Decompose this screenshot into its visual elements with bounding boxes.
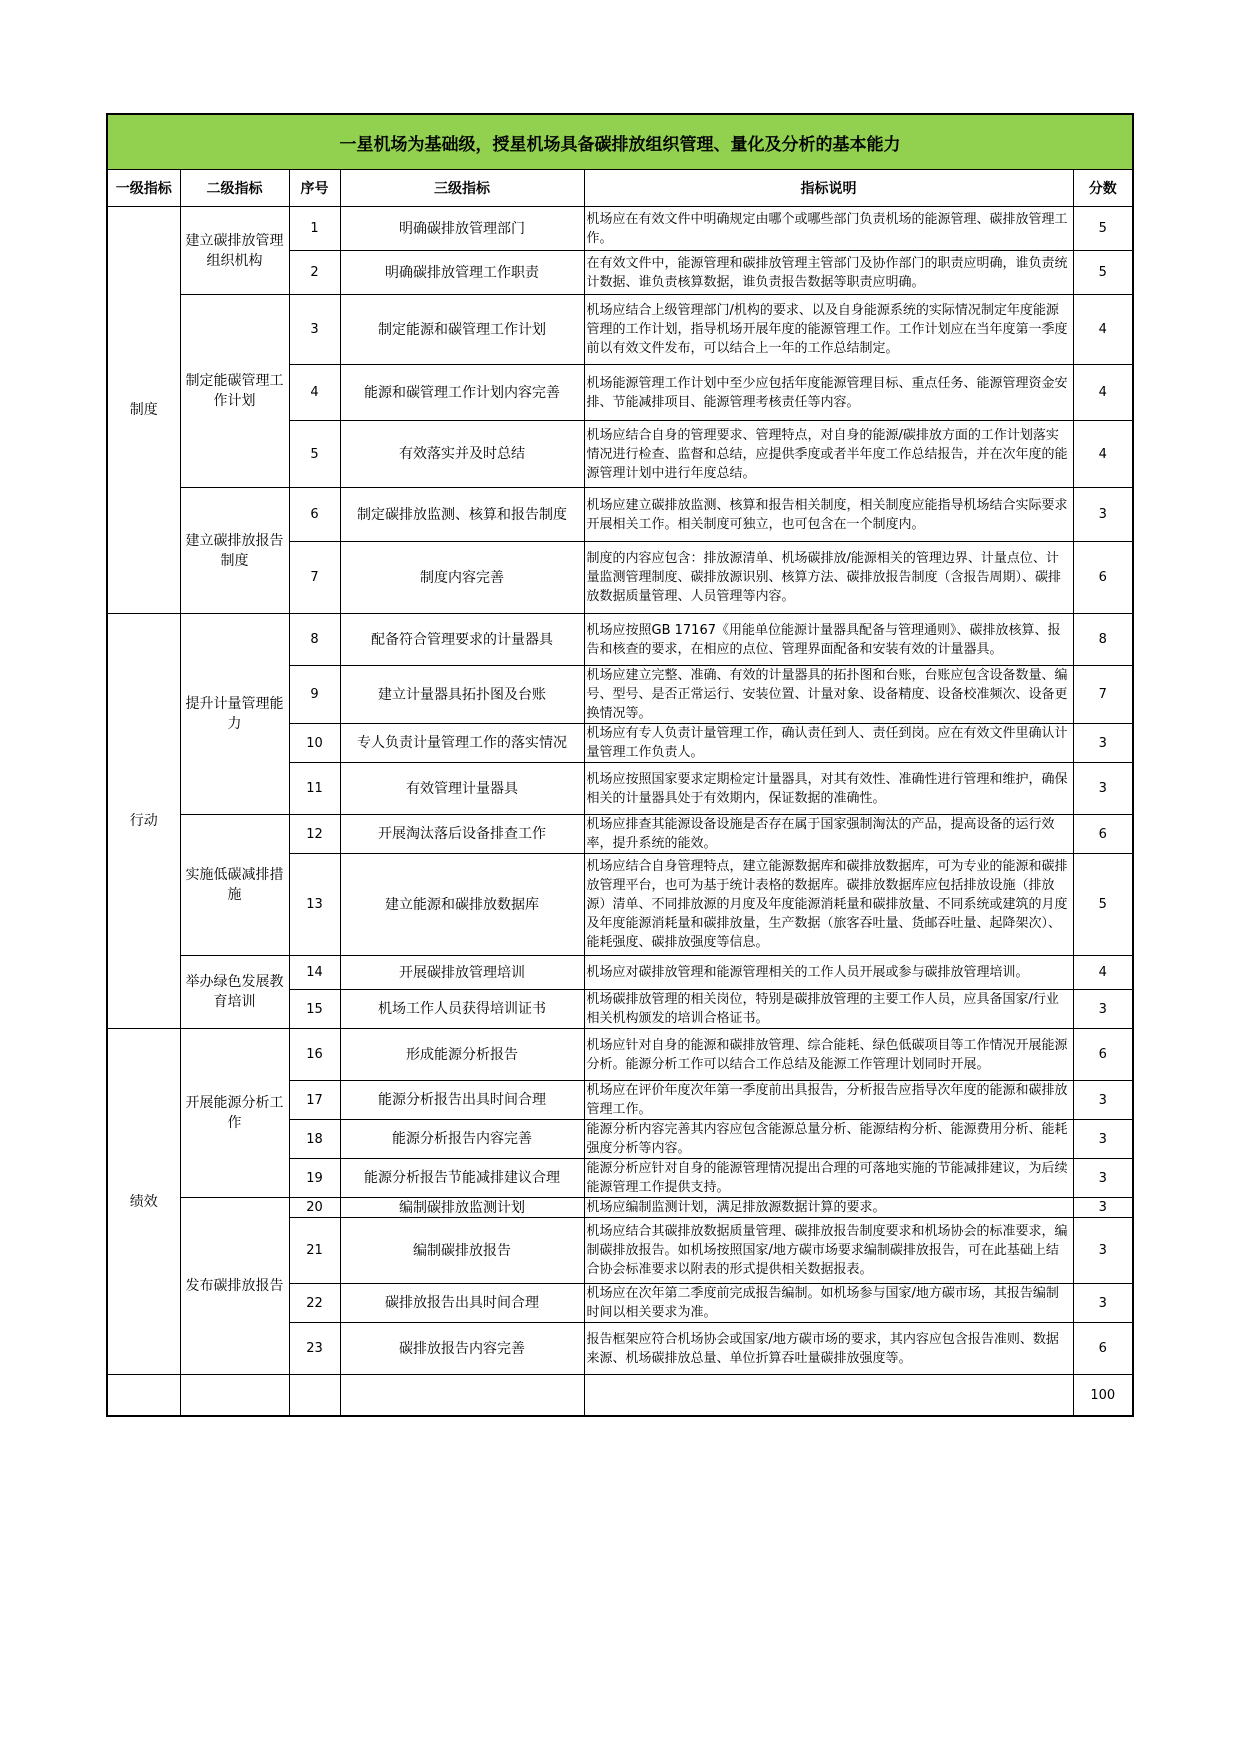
level1-cell: 行动 xyxy=(107,614,180,1029)
level3-cell: 建立能源和碳排放数据库 xyxy=(340,854,584,956)
table-title: 一星机场为基础级，授星机场具备碳排放组织管理、量化及分析的基本能力 xyxy=(107,114,1133,170)
level3-cell: 碳排放报告内容完善 xyxy=(340,1323,584,1375)
description-cell: 机场应排查其能源设备设施是否存在属于国家强制淘汰的产品，提高设备的运行效率，提升系统的能效。 xyxy=(584,815,1073,854)
description-cell: 机场应针对自身的能源和碳排放管理、综合能耗、绿色低碳项目等工作情况开展能源分析。能源分析工作可以结合工作总结及能源工作管理计划同时开展。 xyxy=(584,1029,1073,1081)
description-cell: 机场应按照GB 17167《用能单位能源计量器具配备与管理通则》、碳排放核算、报告和核查的要求，在相应的点位、管理界面配备和安装有效的计量器具。 xyxy=(584,614,1073,666)
table-row xyxy=(107,956,1133,990)
description-cell: 机场应结合上级管理部门/机构的要求、以及自身能源系统的实际情况制定年度能源管理的工作计划，指导机场开展年度的能源管理工作。工作计划应在当年度第一季度前以有效文件发布，可以结合上一年的工作总结制定。 xyxy=(584,295,1073,365)
number-cell: 17 xyxy=(289,1081,340,1120)
level2-cell: 开展能源分析工作 xyxy=(180,1029,289,1198)
level3-cell: 明确碳排放管理部门 xyxy=(340,207,584,251)
header-number: 序号 xyxy=(289,170,340,207)
score-cell: 3 xyxy=(1073,1081,1133,1120)
level3-cell: 建立计量器具拓扑图及台账 xyxy=(340,666,584,724)
level2-cell: 制定能碳管理工作计划 xyxy=(180,295,289,488)
description-cell: 机场应在评价年度次年第一季度前出具报告，分析报告应指导次年度的能源和碳排放管理工作。 xyxy=(584,1081,1073,1120)
empty-cell xyxy=(180,1375,289,1417)
number-cell: 11 xyxy=(289,763,340,815)
level3-cell: 机场工作人员获得培训证书 xyxy=(340,990,584,1029)
description-cell: 机场应结合自身的管理要求、管理特点，对自身的能源/碳排放方面的工作计划落实情况进行检查、监督和总结，应提供季度或者半年度工作总结报告，并在次年度的能源管理计划中进行年度总结。 xyxy=(584,421,1073,488)
score-cell: 6 xyxy=(1073,1029,1133,1081)
level3-cell: 制定碳排放监测、核算和报告制度 xyxy=(340,488,584,542)
level2-cell: 发布碳排放报告 xyxy=(180,1198,289,1375)
score-cell: 3 xyxy=(1073,763,1133,815)
description-cell: 机场应对碳排放管理和能源管理相关的工作人员开展或参与碳排放管理培训。 xyxy=(584,956,1073,990)
number-cell: 10 xyxy=(289,724,340,763)
score-cell: 8 xyxy=(1073,614,1133,666)
level3-cell: 能源和碳管理工作计划内容完善 xyxy=(340,365,584,421)
table-row xyxy=(107,815,1133,854)
number-cell: 14 xyxy=(289,956,340,990)
table-row xyxy=(107,207,1133,251)
level2-cell: 举办绿色发展教育培训 xyxy=(180,956,289,1029)
number-cell: 19 xyxy=(289,1159,340,1198)
level2-cell: 建立碳排放报告制度 xyxy=(180,488,289,614)
table-row xyxy=(107,1029,1133,1081)
level3-cell: 开展碳排放管理培训 xyxy=(340,956,584,990)
level2-cell: 建立碳排放管理组织机构 xyxy=(180,207,289,295)
score-cell: 7 xyxy=(1073,666,1133,724)
table-row xyxy=(107,488,1133,542)
description-cell: 机场应在次年第二季度前完成报告编制。如机场参与国家/地方碳市场，其报告编制时间以相关要求为准。 xyxy=(584,1284,1073,1323)
number-cell: 18 xyxy=(289,1120,340,1159)
header-score: 分数 xyxy=(1073,170,1133,207)
total-score: 100 xyxy=(1073,1375,1133,1417)
level3-cell: 明确碳排放管理工作职责 xyxy=(340,251,584,295)
header-level3: 三级指标 xyxy=(340,170,584,207)
score-cell: 3 xyxy=(1073,1198,1133,1218)
score-cell: 3 xyxy=(1073,488,1133,542)
level3-cell: 形成能源分析报告 xyxy=(340,1029,584,1081)
level1-cell: 绩效 xyxy=(107,1029,180,1375)
header-description: 指标说明 xyxy=(584,170,1073,207)
description-cell: 机场碳排放管理的相关岗位，特别是碳排放管理的主要工作人员，应具备国家/行业相关机构颁发的培训合格证书。 xyxy=(584,990,1073,1029)
number-cell: 3 xyxy=(289,295,340,365)
score-cell: 3 xyxy=(1073,1120,1133,1159)
number-cell: 22 xyxy=(289,1284,340,1323)
number-cell: 23 xyxy=(289,1323,340,1375)
total-row xyxy=(107,1375,1133,1417)
description-cell: 机场应结合其碳排放数据质量管理、碳排放报告制度要求和机场协会的标准要求，编制碳排放报告。如机场按照国家/地方碳市场要求编制碳排放报告，可在此基础上结合协会标准要求以附表的形式提供相关数据报表。 xyxy=(584,1218,1073,1284)
level1-cell: 制度 xyxy=(107,207,180,614)
level3-cell: 制度内容完善 xyxy=(340,542,584,614)
description-cell: 在有效文件中，能源管理和碳排放管理主管部门及协作部门的职责应明确，谁负责统计数据、谁负责核算数据，谁负责报告数据等职责应明确。 xyxy=(584,251,1073,295)
level3-cell: 碳排放报告出具时间合理 xyxy=(340,1284,584,1323)
empty-cell xyxy=(289,1375,340,1417)
level3-cell: 能源分析报告节能减排建议合理 xyxy=(340,1159,584,1198)
header-level2: 二级指标 xyxy=(180,170,289,207)
description-cell: 机场应建立碳排放监测、核算和报告相关制度，相关制度应能指导机场结合实际要求开展相关工作。相关制度可独立，也可包含在一个制度内。 xyxy=(584,488,1073,542)
description-cell: 报告框架应符合机场协会或国家/地方碳市场的要求，其内容应包含报告准则、数据来源、机场碳排放总量、单位折算吞吐量碳排放强度等。 xyxy=(584,1323,1073,1375)
number-cell: 7 xyxy=(289,542,340,614)
evaluation-table xyxy=(106,113,1134,1417)
table-row xyxy=(107,1198,1133,1218)
empty-cell xyxy=(584,1375,1073,1417)
description-cell: 机场应编制监测计划，满足排放源数据计算的要求。 xyxy=(584,1198,1073,1218)
number-cell: 13 xyxy=(289,854,340,956)
description-cell: 制度的内容应包含：排放源清单、机场碳排放/能源相关的管理边界、计量点位、计量监测管理制度、碳排放源识别、核算方法、碳排放报告制度（含报告周期）、碳排放数据质量管理、人员管理等内容。 xyxy=(584,542,1073,614)
score-cell: 5 xyxy=(1073,207,1133,251)
level2-cell: 实施低碳减排措施 xyxy=(180,815,289,956)
level3-cell: 能源分析报告出具时间合理 xyxy=(340,1081,584,1120)
number-cell: 2 xyxy=(289,251,340,295)
empty-cell xyxy=(340,1375,584,1417)
header-level1: 一级指标 xyxy=(107,170,180,207)
score-cell: 5 xyxy=(1073,854,1133,956)
score-cell: 3 xyxy=(1073,1284,1133,1323)
number-cell: 9 xyxy=(289,666,340,724)
level2-cell: 提升计量管理能力 xyxy=(180,614,289,815)
table-row xyxy=(107,614,1133,666)
empty-cell xyxy=(107,1375,180,1417)
number-cell: 4 xyxy=(289,365,340,421)
table-row xyxy=(107,295,1133,365)
score-cell: 4 xyxy=(1073,365,1133,421)
description-cell: 机场应按照国家要求定期检定计量器具，对其有效性、准确性进行管理和维护，确保相关的计量器具处于有效期内，保证数据的准确性。 xyxy=(584,763,1073,815)
number-cell: 16 xyxy=(289,1029,340,1081)
number-cell: 5 xyxy=(289,421,340,488)
score-cell: 3 xyxy=(1073,990,1133,1029)
score-cell: 4 xyxy=(1073,421,1133,488)
number-cell: 15 xyxy=(289,990,340,1029)
score-cell: 4 xyxy=(1073,295,1133,365)
score-cell: 6 xyxy=(1073,542,1133,614)
score-cell: 4 xyxy=(1073,956,1133,990)
header-row xyxy=(107,170,1133,207)
description-cell: 机场应建立完整、准确、有效的计量器具的拓扑图和台账，台账应包含设备数量、编号、型号、是否正常运行、安装位置、计量对象、设备精度、设备校准频次、设备更换情况等。 xyxy=(584,666,1073,724)
description-cell: 机场应有专人负责计量管理工作，确认责任到人、责任到岗。应在有效文件里确认计量管理工作负责人。 xyxy=(584,724,1073,763)
description-cell: 能源分析内容完善其内容应包含能源总量分析、能源结构分析、能源费用分析、能耗强度分析等内容。 xyxy=(584,1120,1073,1159)
level3-cell: 有效落实并及时总结 xyxy=(340,421,584,488)
number-cell: 12 xyxy=(289,815,340,854)
description-cell: 机场能源管理工作计划中至少应包括年度能源管理目标、重点任务、能源管理资金安排、节能减排项目、能源管理考核责任等内容。 xyxy=(584,365,1073,421)
level3-cell: 编制碳排放监测计划 xyxy=(340,1198,584,1218)
description-cell: 机场应结合自身管理特点，建立能源数据库和碳排放数据库，可为专业的能源和碳排放管理平台，也可为基于统计表格的数据库。碳排放数据库应包括排放设施（排放源）清单、不同排放源的月度及年度能源消耗量和碳排放量、不同系统或建筑的月度及年度能源消耗量和碳排放量，生产数据（旅客吞吐量、货邮吞吐量、起降架次）、能耗强度、碳排放强度等信息。 xyxy=(584,854,1073,956)
description-cell: 能源分析应针对自身的能源管理情况提出合理的可落地实施的节能减排建议，为后续能源管理工作提供支持。 xyxy=(584,1159,1073,1198)
level3-cell: 专人负责计量管理工作的落实情况 xyxy=(340,724,584,763)
score-cell: 3 xyxy=(1073,1159,1133,1198)
score-cell: 5 xyxy=(1073,251,1133,295)
score-cell: 3 xyxy=(1073,724,1133,763)
score-cell: 6 xyxy=(1073,1323,1133,1375)
number-cell: 6 xyxy=(289,488,340,542)
level3-cell: 制定能源和碳管理工作计划 xyxy=(340,295,584,365)
number-cell: 21 xyxy=(289,1218,340,1284)
level3-cell: 有效管理计量器具 xyxy=(340,763,584,815)
number-cell: 20 xyxy=(289,1198,340,1218)
description-cell: 机场应在有效文件中明确规定由哪个或哪些部门负责机场的能源管理、碳排放管理工作。 xyxy=(584,207,1073,251)
level3-cell: 开展淘汰落后设备排查工作 xyxy=(340,815,584,854)
number-cell: 8 xyxy=(289,614,340,666)
level3-cell: 能源分析报告内容完善 xyxy=(340,1120,584,1159)
level3-cell: 编制碳排放报告 xyxy=(340,1218,584,1284)
score-cell: 6 xyxy=(1073,815,1133,854)
level3-cell: 配备符合管理要求的计量器具 xyxy=(340,614,584,666)
score-cell: 3 xyxy=(1073,1218,1133,1284)
number-cell: 1 xyxy=(289,207,340,251)
